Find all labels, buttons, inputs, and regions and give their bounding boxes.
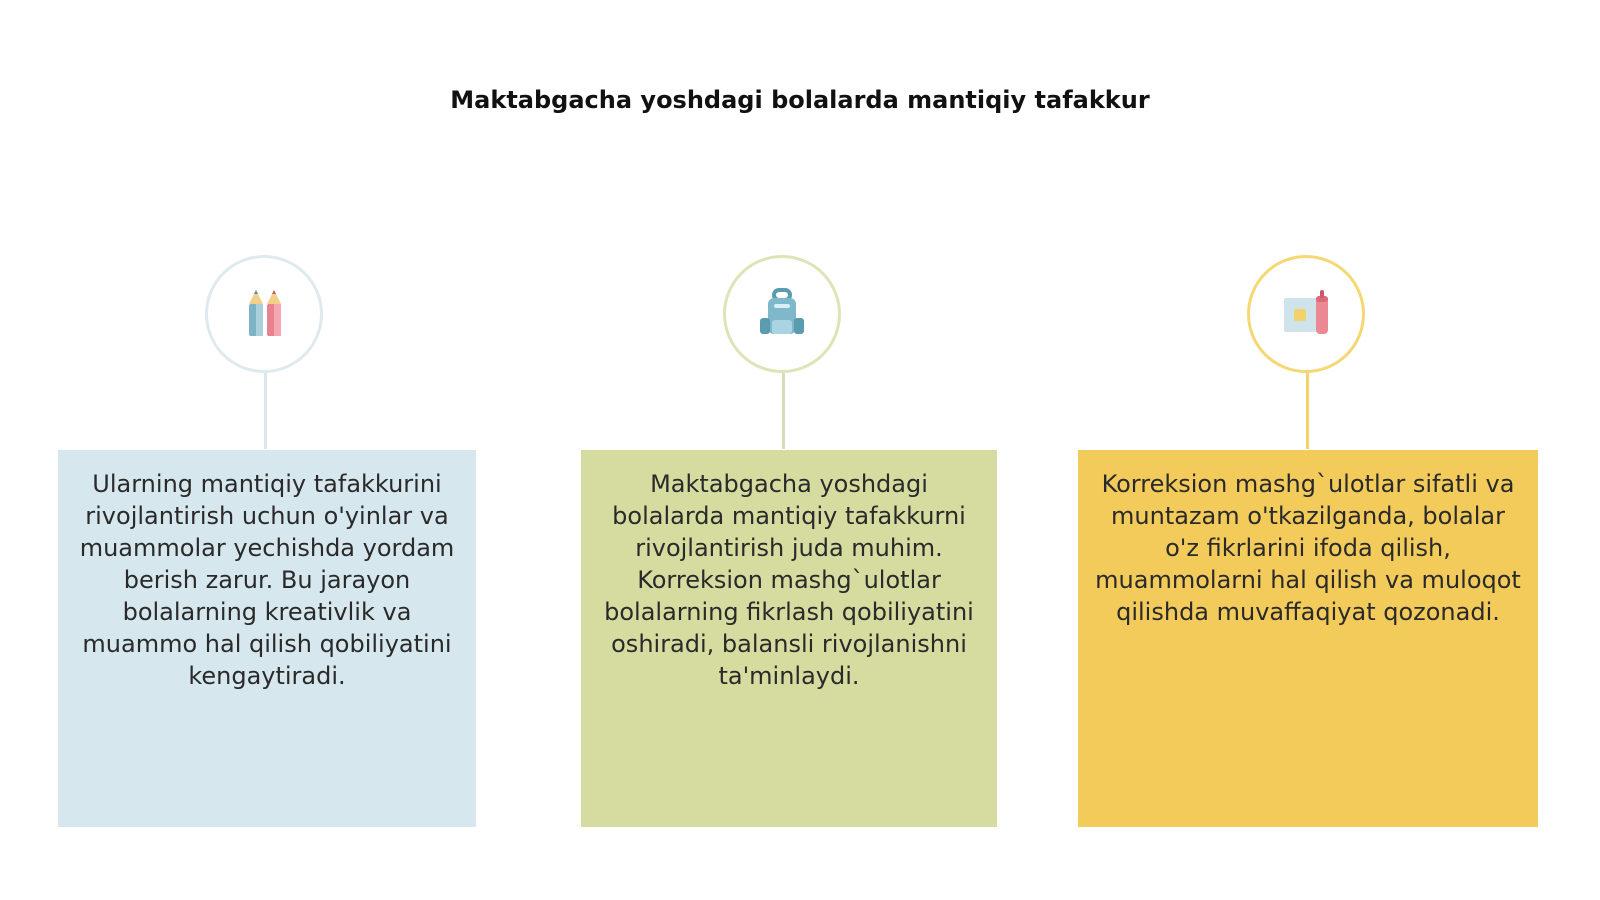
text-card-3 — [1078, 450, 1538, 827]
text-card-1 — [58, 450, 476, 827]
connector-line-3 — [1306, 373, 1309, 449]
slide-title: Maktabgacha yoshdagi bolalarda mantiqiy tafakkur — [450, 86, 1150, 114]
icon-circle-1 — [205, 255, 323, 373]
paper-and-pencil-icon — [1274, 282, 1338, 346]
card-text-3: Korreksion mashg`ulotlar sifatli va muntazam o'tkazilganda, bolalar o'z fikrlarini ifoda qilish, muammolarni hal qilish va muloqot qilishda muvaffaqiyat qozonadi. — [1095, 470, 1521, 626]
card-text-1: Ularning mantiqiy tafakkurini rivojlantirish uchun o'yinlar va muammolar yechishda yordam berish zarur. Bu jarayon bolalarning kreativlik va muammo hal qilish qobiliyatini kengaytiradi. — [79, 470, 455, 690]
connector-line-2 — [782, 373, 785, 449]
icon-circle-2 — [723, 255, 841, 373]
pencils-icon — [234, 284, 294, 344]
text-card-2 — [581, 450, 997, 827]
card-text-2: Maktabgacha yoshdagi bolalarda mantiqiy tafakkurni rivojlantirish juda muhim. Korreksion mashg`ulotlar bolalarning fikrlash qobiliyatini oshiradi, balansli rivojlanishni ta'minlaydi. — [604, 470, 974, 690]
backpack-icon — [750, 282, 814, 346]
connector-line-1 — [264, 373, 267, 449]
icon-circle-3 — [1247, 255, 1365, 373]
